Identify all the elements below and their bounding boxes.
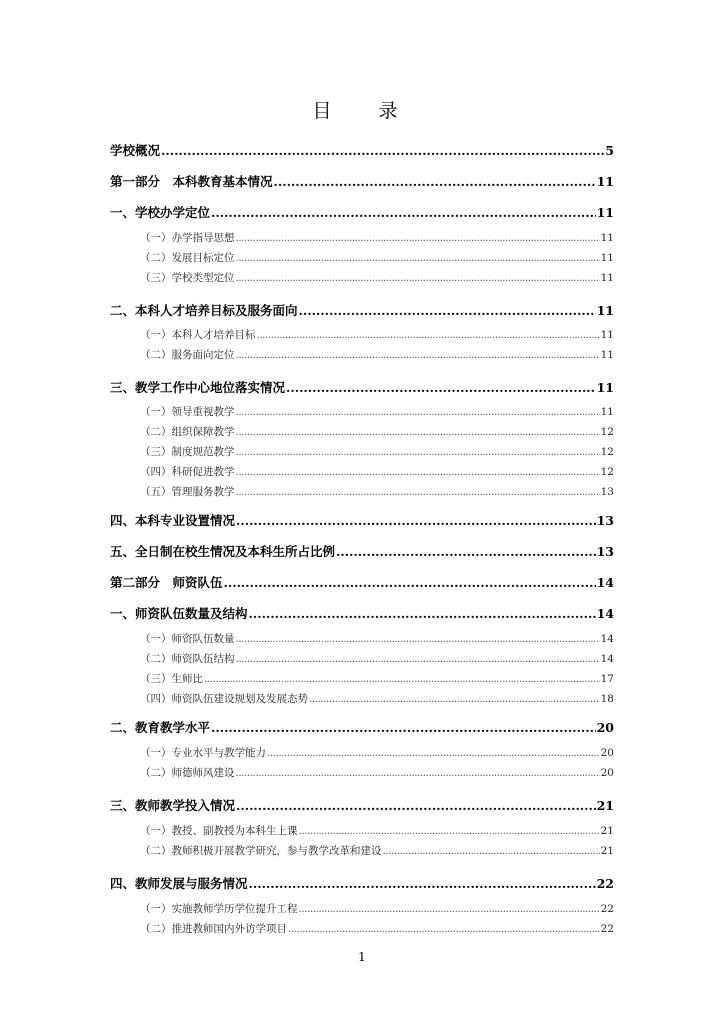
- toc-entry[interactable]: [110, 141, 614, 159]
- toc-entry-title: （一）专业水平与教学能力: [140, 747, 266, 759]
- dot-leader: [299, 903, 600, 915]
- toc-entry-title: 三、教学工作中心地位落实情况: [110, 380, 286, 395]
- toc-entry[interactable]: [140, 671, 614, 686]
- toc-entry-page: 21: [596, 798, 614, 813]
- toc-entry-page: 11: [600, 349, 614, 361]
- toc-entry[interactable]: [110, 172, 614, 190]
- toc-entry[interactable]: [140, 424, 614, 439]
- toc-entry[interactable]: [110, 511, 614, 529]
- toc-entry-page: 11: [596, 205, 614, 220]
- toc-title: 目 录: [312, 100, 412, 122]
- toc-entry-title: 二、本科人才培养目标及服务面向: [110, 303, 298, 318]
- toc-entry-page: 12: [600, 446, 614, 458]
- toc-entry-title: （一）领导重视教学: [140, 406, 235, 418]
- toc-entry[interactable]: [140, 484, 614, 499]
- dot-leader: [236, 513, 596, 528]
- toc-entry-title: （一）师资队伍数量: [140, 633, 235, 645]
- dot-leader: [236, 446, 600, 458]
- toc-entry-page: 22: [600, 923, 614, 935]
- toc-entry-page: 20: [600, 767, 614, 779]
- toc-entry-page: 12: [600, 426, 614, 438]
- toc-entry[interactable]: [110, 796, 614, 814]
- toc-entry-title: （四）科研促进教学: [140, 466, 235, 478]
- toc-entry-page: 5: [605, 143, 614, 158]
- toc-entry[interactable]: [110, 573, 614, 591]
- dot-leader: [257, 329, 600, 341]
- toc-entry[interactable]: [140, 347, 614, 362]
- toc-entry-title: （一）本科人才培养目标: [140, 329, 256, 341]
- dot-leader: [211, 720, 596, 735]
- toc-entry-page: 13: [596, 544, 614, 559]
- toc-entry-title: 一、学校办学定位: [110, 205, 211, 220]
- toc-entry-page: 11: [600, 272, 614, 284]
- toc-entry-title: 四、教师发展与服务情况: [110, 876, 248, 891]
- dot-leader: [249, 606, 596, 621]
- dot-leader: [236, 633, 600, 645]
- dot-leader: [288, 923, 600, 935]
- toc-entry-page: 20: [600, 747, 614, 759]
- toc-entry-title: 一、师资队伍数量及结构: [110, 606, 248, 621]
- toc-entry-title: 第一部分 本科教育基本情况: [110, 174, 273, 189]
- toc-entry[interactable]: [110, 542, 614, 560]
- toc-entry[interactable]: [110, 378, 614, 396]
- dot-leader: [236, 232, 600, 244]
- toc-entry-title: （五）管理服务教学: [140, 486, 235, 498]
- toc-entry-page: 11: [596, 174, 614, 189]
- toc-entry-title: （二）发展目标定位: [140, 252, 235, 264]
- toc-entry[interactable]: [140, 651, 614, 666]
- toc-entry[interactable]: [140, 901, 614, 916]
- toc-entry[interactable]: [110, 874, 614, 892]
- toc-entry-page: 11: [596, 303, 614, 318]
- toc-entry-title: 学校概况: [110, 143, 161, 158]
- toc-entry[interactable]: [140, 843, 614, 858]
- toc-entry-page: 21: [600, 825, 614, 837]
- toc-entry-title: （一）办学指导思想: [140, 232, 235, 244]
- dot-leader: [161, 143, 604, 158]
- dot-leader: [236, 426, 600, 438]
- dot-leader: [236, 252, 600, 264]
- toc-entry-page: 11: [600, 329, 614, 341]
- toc-entry[interactable]: [140, 745, 614, 760]
- toc-entry[interactable]: [140, 250, 614, 265]
- dot-leader: [299, 825, 600, 837]
- toc-entry-title: （三）生师比: [140, 673, 203, 685]
- dot-leader: [236, 486, 600, 498]
- toc-entry-title: （三）制度规范教学: [140, 446, 235, 458]
- toc-entry-page: 22: [596, 876, 614, 891]
- toc-entry-title: （二）组织保障教学: [140, 426, 235, 438]
- toc-entry-page: 22: [600, 903, 614, 915]
- dot-leader: [224, 575, 596, 590]
- toc-entry-page: 14: [600, 633, 614, 645]
- toc-entry[interactable]: [140, 765, 614, 780]
- toc-entry[interactable]: [140, 230, 614, 245]
- toc-entry-title: （二）师德师风建设: [140, 767, 235, 779]
- page-number: 1: [358, 950, 366, 964]
- toc-entry[interactable]: [140, 270, 614, 285]
- toc-entry[interactable]: [110, 604, 614, 622]
- toc-entry[interactable]: [140, 464, 614, 479]
- dot-leader: [236, 406, 600, 418]
- dot-leader: [211, 205, 596, 220]
- toc-entry-title: 三、教师教学投入情况: [110, 798, 236, 813]
- toc-entry-title: 五、全日制在校生情况及本科生所占比例: [110, 544, 336, 559]
- dot-leader: [383, 845, 600, 857]
- dot-leader: [309, 693, 600, 705]
- toc-entry[interactable]: [110, 301, 614, 319]
- toc-entry[interactable]: [140, 404, 614, 419]
- dot-leader: [336, 544, 596, 559]
- toc-entry[interactable]: [140, 327, 614, 342]
- toc-entry-title: （二）推进教师国内外访学项目: [140, 923, 287, 935]
- dot-leader: [236, 767, 600, 779]
- dot-leader: [249, 876, 596, 891]
- toc-entry[interactable]: [110, 718, 614, 736]
- toc-entry-title: （一）教授、副教授为本科生上课: [140, 825, 298, 837]
- toc-entry-page: 14: [600, 653, 614, 665]
- dot-leader: [236, 653, 600, 665]
- dot-leader: [274, 174, 596, 189]
- dot-leader: [204, 673, 600, 685]
- toc-entry-page: 13: [596, 513, 614, 528]
- toc-entry-title: （四）师资队伍建设规划及发展态势: [140, 693, 308, 705]
- toc-entry[interactable]: [110, 203, 614, 221]
- toc-entry[interactable]: [140, 691, 614, 706]
- toc-entry[interactable]: [140, 444, 614, 459]
- toc-entry[interactable]: [140, 921, 614, 936]
- toc-entry-title: （一）实施教师学历学位提升工程: [140, 903, 298, 915]
- toc-entry-page: 11: [596, 380, 614, 395]
- toc-entry[interactable]: [140, 823, 614, 838]
- dot-leader: [236, 798, 596, 813]
- toc-entry-title: 二、教育教学水平: [110, 720, 211, 735]
- toc-entry-title: （二）教师积极开展教学研究，参与教学改革和建设: [140, 845, 382, 857]
- toc-entry-page: 21: [600, 845, 614, 857]
- toc-entry-title: 四、本科专业设置情况: [110, 513, 236, 528]
- toc-entry-title: （二）服务面向定位: [140, 349, 235, 361]
- toc-entry-page: 11: [600, 232, 614, 244]
- toc-entry-page: 14: [596, 575, 614, 590]
- toc-entry-title: 第二部分 师资队伍: [110, 575, 223, 590]
- dot-leader: [267, 747, 600, 759]
- dot-leader: [299, 303, 596, 318]
- toc-entry-title: （三）学校类型定位: [140, 272, 235, 284]
- toc-entry-page: 13: [600, 486, 614, 498]
- dot-leader: [236, 272, 600, 284]
- toc-entry-page: 20: [596, 720, 614, 735]
- dot-leader: [286, 380, 596, 395]
- toc-entry-page: 17: [600, 673, 614, 685]
- toc-entry-title: （二）师资队伍结构: [140, 653, 235, 665]
- toc-entry-page: 12: [600, 466, 614, 478]
- toc-entry-page: 14: [596, 606, 614, 621]
- toc-entry-page: 11: [600, 406, 614, 418]
- toc-entry-page: 11: [600, 252, 614, 264]
- toc-entry-page: 18: [600, 693, 614, 705]
- toc-entry[interactable]: [140, 631, 614, 646]
- dot-leader: [236, 349, 600, 361]
- dot-leader: [236, 466, 600, 478]
